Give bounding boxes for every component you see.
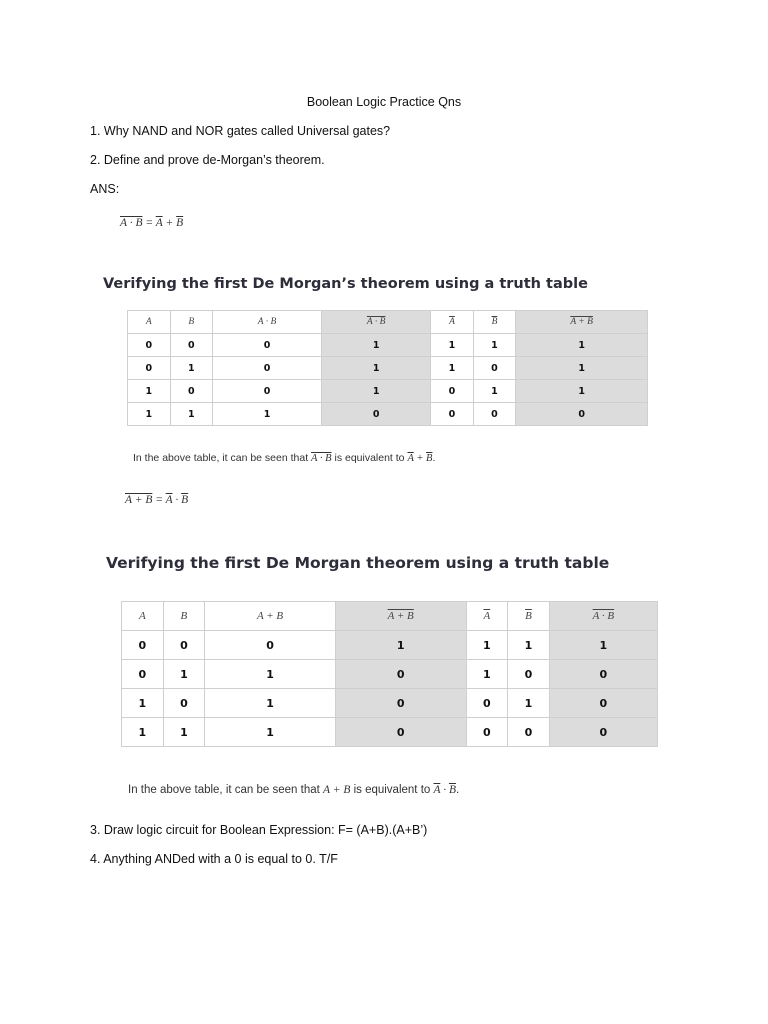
answer-label: ANS: [90, 182, 120, 196]
question-1: 1. Why NAND and NOR gates called Universal gates? [90, 124, 391, 138]
column-header: A · B [549, 602, 657, 631]
table-cell: 1 [431, 357, 474, 380]
table-cell: 0 [549, 718, 657, 747]
table-cell: 0 [163, 631, 205, 660]
column-header: $\overline{A}$ [431, 311, 474, 334]
table-cell: 1 [516, 334, 648, 357]
table-row [122, 718, 658, 747]
eq2-rhs-a: $\overline{A}$ [165, 494, 173, 506]
column-header: A [122, 602, 164, 631]
table-cell: 0 [431, 403, 474, 426]
column-header: A [128, 311, 171, 334]
eq2-dot: · [172, 494, 182, 506]
table-cell: 1 [516, 357, 648, 380]
table-cell: 0 [170, 380, 213, 403]
section-2-heading: Verifying the first De Morgan theorem using a truth table [106, 554, 610, 572]
truth-table-2 [121, 601, 658, 747]
table-cell: 0 [549, 660, 657, 689]
question-3: 3. Draw logic circuit for Boolean Expression: F= (A+B).(A+B’) [90, 823, 428, 837]
eq1-sep: = [142, 217, 156, 229]
column-header: $\overline{A}$ [466, 602, 508, 631]
section-1-note: In the above table, it can be seen that A · B is equivalent to $\overline{A} + \overline{B}$. [133, 452, 436, 464]
eq2-rhs-b: $\overline{B}$ [181, 494, 189, 506]
table-cell: 1 [335, 631, 466, 660]
column-header: A · B [213, 311, 322, 334]
table-cell: 1 [128, 380, 171, 403]
table-row [128, 380, 648, 403]
section-2-note: In the above table, it can be seen that A + B is equivalent to $\overline{A} \cdot \overline{B}$. [128, 784, 460, 796]
table-cell: 0 [549, 689, 657, 718]
table-cell: 1 [122, 718, 164, 747]
table-cell: 0 [128, 334, 171, 357]
table-cell: 1 [473, 380, 516, 403]
table-cell: 0 [205, 631, 336, 660]
table-cell: 1 [466, 660, 508, 689]
table-cell: 1 [170, 357, 213, 380]
section-1-heading: Verifying the first De Morgan’s theorem using a truth table [103, 276, 588, 292]
column-header: A · B [322, 311, 431, 334]
table-cell: 1 [170, 403, 213, 426]
table-row [122, 660, 658, 689]
table-cell: 1 [431, 334, 474, 357]
column-header: B [163, 602, 205, 631]
table-cell: 0 [213, 334, 322, 357]
table-cell: 1 [322, 380, 431, 403]
table-cell: 0 [508, 718, 550, 747]
table-cell: 1 [516, 380, 648, 403]
truth-table-1 [127, 310, 648, 426]
table-cell: 1 [322, 334, 431, 357]
table-row [128, 334, 648, 357]
column-header: $\overline{B}$ [473, 311, 516, 334]
table-cell: 0 [335, 689, 466, 718]
column-header: $\overline{B}$ [508, 602, 550, 631]
table-cell: 0 [122, 631, 164, 660]
table-cell: 0 [473, 403, 516, 426]
table-cell: 0 [128, 357, 171, 380]
column-header: A + B [516, 311, 648, 334]
table-cell: 0 [335, 718, 466, 747]
table-cell: 0 [335, 660, 466, 689]
table-cell: 0 [466, 689, 508, 718]
table-cell: 0 [516, 403, 648, 426]
table-cell: 1 [508, 689, 550, 718]
table-cell: 0 [170, 334, 213, 357]
table-row [122, 689, 658, 718]
table-cell: 0 [508, 660, 550, 689]
table-cell: 0 [473, 357, 516, 380]
eq2-sep: = [152, 494, 166, 506]
table-cell: 1 [163, 718, 205, 747]
column-header: A + B [205, 602, 336, 631]
question-4: 4. Anything ANDed with a 0 is equal to 0. T/F [90, 852, 338, 866]
page-title: Boolean Logic Practice Qns [306, 95, 462, 109]
table-header-row [128, 311, 648, 334]
de-morgan-equation-2 [125, 494, 188, 506]
table-cell: 1 [322, 357, 431, 380]
table-cell: 1 [163, 660, 205, 689]
table-cell: 1 [508, 631, 550, 660]
table-header-row [122, 602, 658, 631]
table-cell: 1 [466, 631, 508, 660]
table-cell: 0 [213, 380, 322, 403]
table-cell: 1 [473, 334, 516, 357]
eq2-lhs: A + B [125, 494, 153, 506]
table-cell: 1 [205, 718, 336, 747]
eq1-plus: + [162, 217, 177, 229]
table-cell: 0 [163, 689, 205, 718]
eq1-rhs-a: $\overline{A}$ [155, 217, 163, 229]
table-cell: 0 [466, 718, 508, 747]
table-row [128, 403, 648, 426]
table-cell: 1 [205, 689, 336, 718]
table-cell: 1 [549, 631, 657, 660]
eq1-rhs-b: $\overline{B}$ [176, 217, 184, 229]
column-header: B [170, 311, 213, 334]
table-cell: 1 [128, 403, 171, 426]
table-cell: 1 [205, 660, 336, 689]
table-cell: 0 [122, 660, 164, 689]
question-2: 2. Define and prove de-Morgan’s theorem. [90, 153, 325, 167]
table-cell: 0 [322, 403, 431, 426]
de-morgan-equation-1 [120, 217, 183, 229]
table-cell: 1 [213, 403, 322, 426]
table-cell: 0 [213, 357, 322, 380]
table-row [122, 631, 658, 660]
table-cell: 0 [431, 380, 474, 403]
column-header: A + B [335, 602, 466, 631]
eq1-lhs: A · B [120, 217, 143, 229]
table-cell: 1 [122, 689, 164, 718]
table-row [128, 357, 648, 380]
